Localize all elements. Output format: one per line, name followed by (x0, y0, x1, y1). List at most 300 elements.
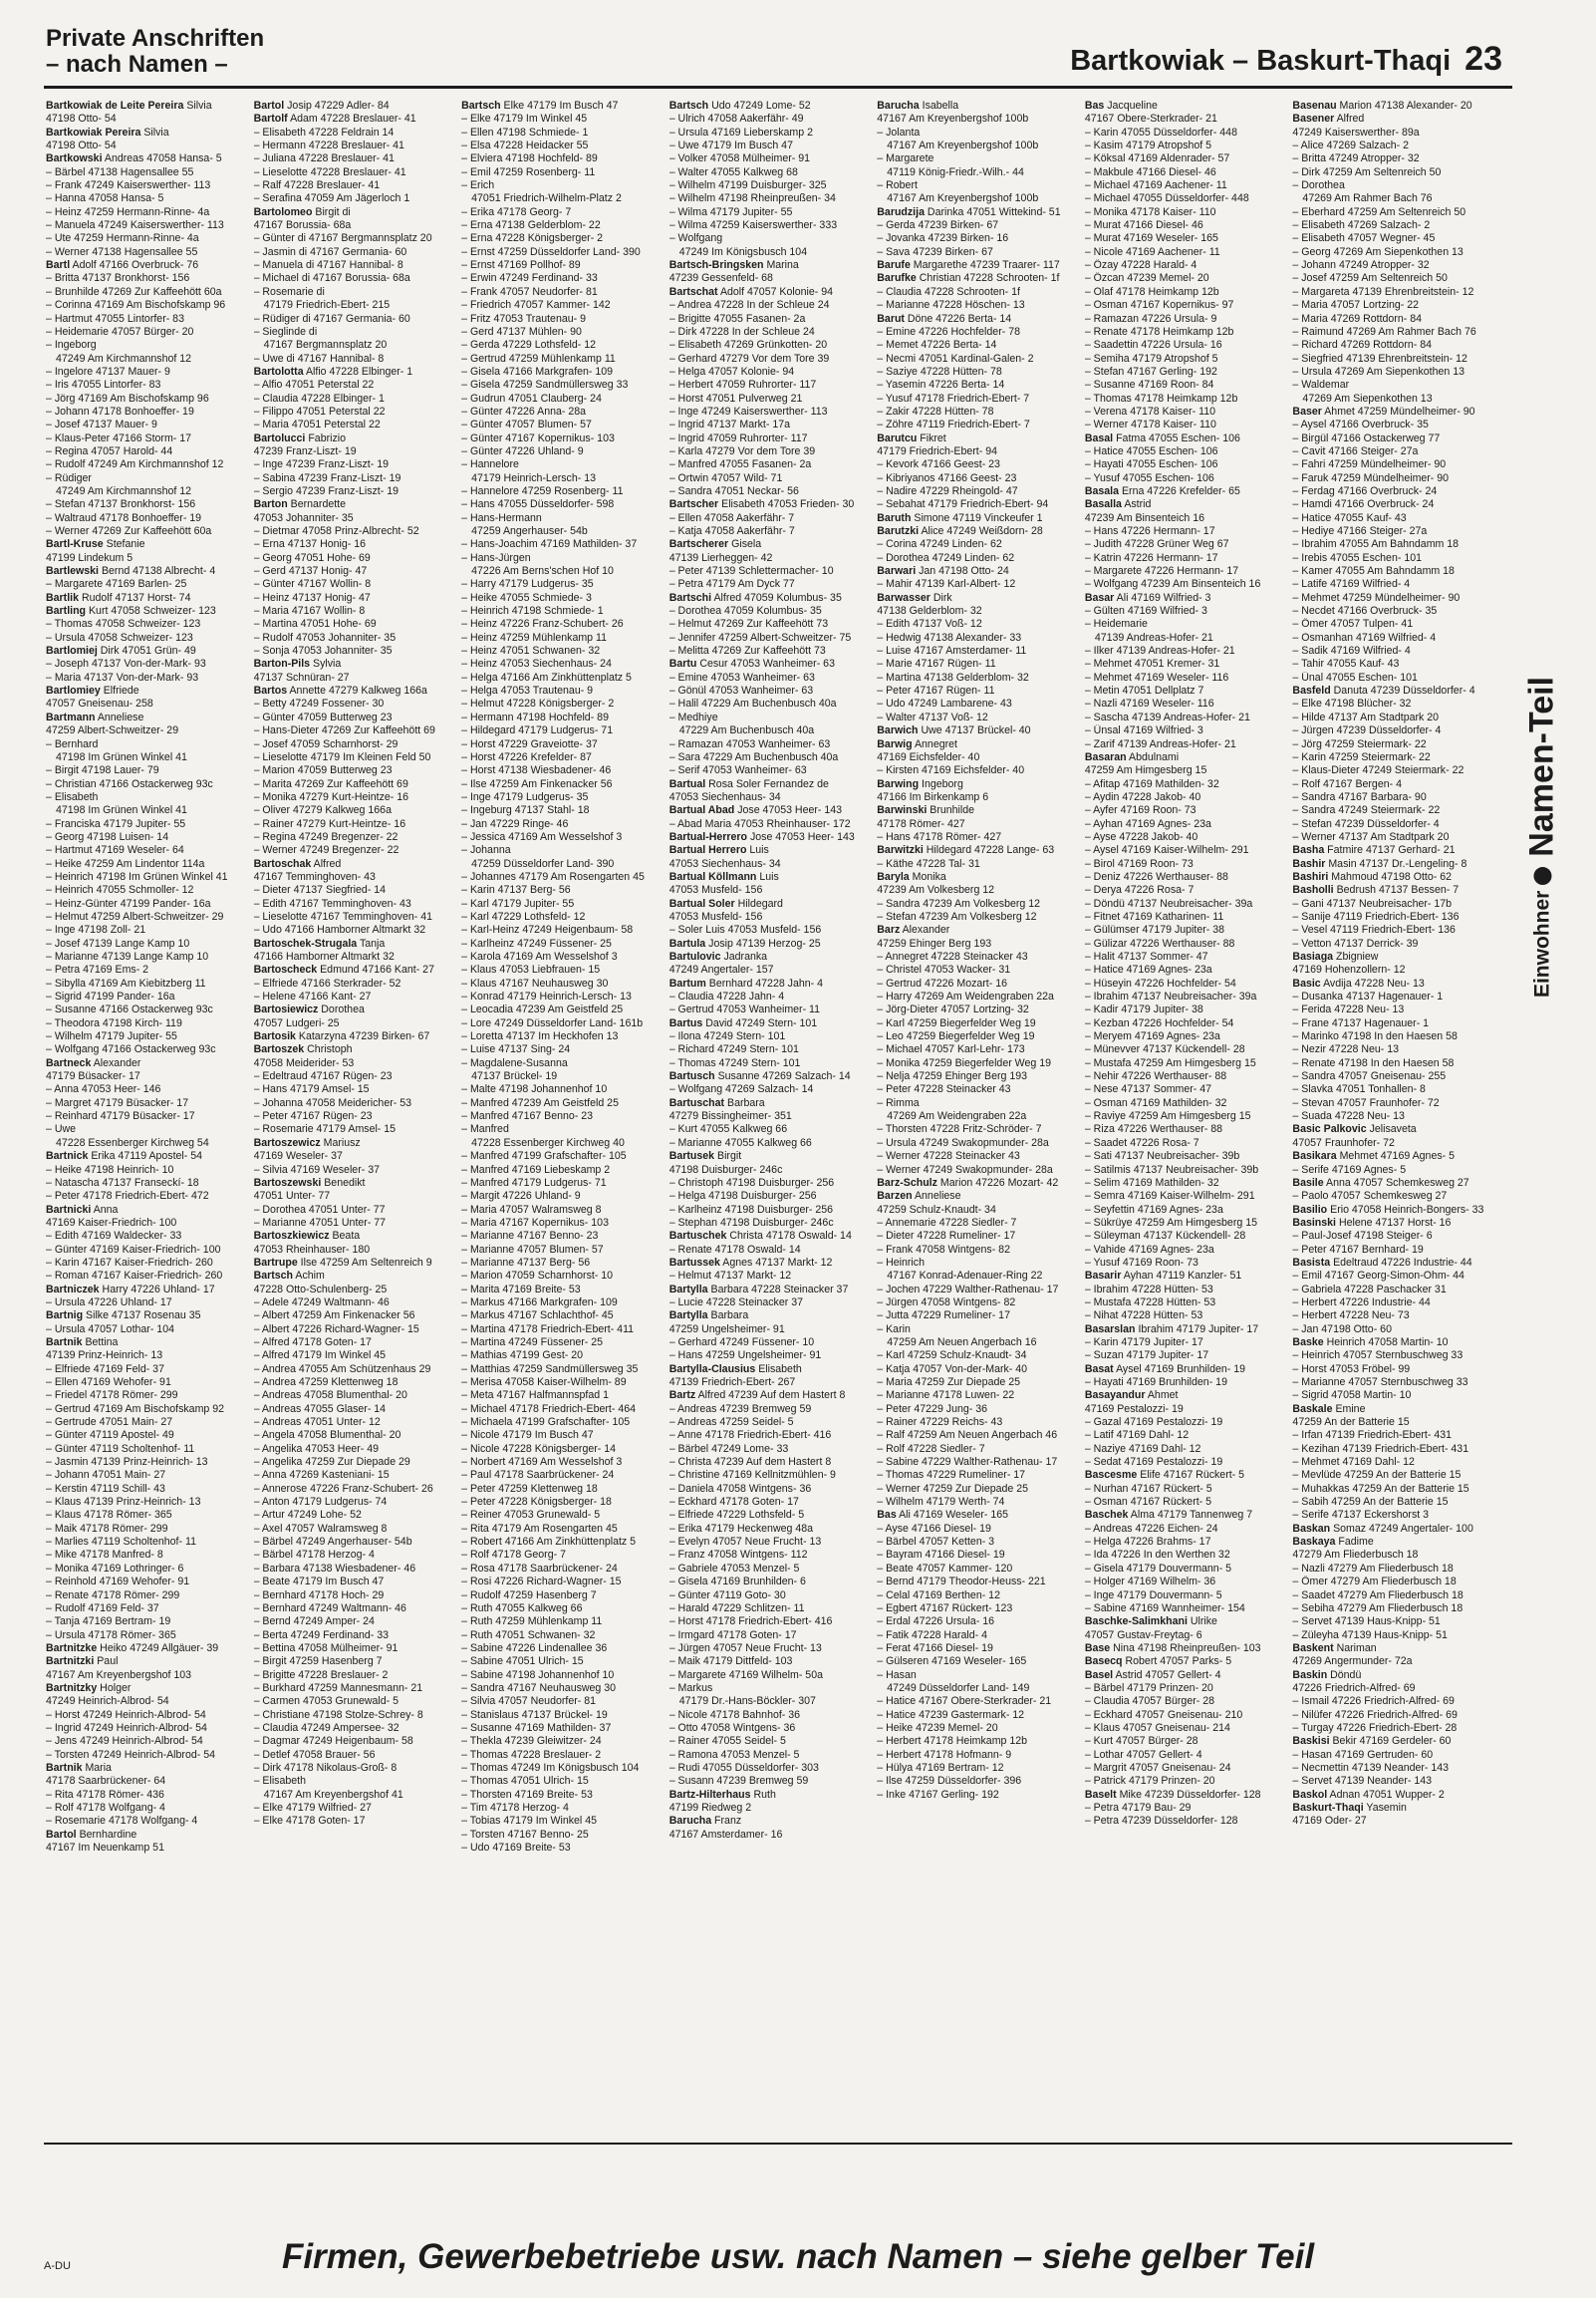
entry-text: – Waltraud 47178 Bonhoeffer- 19 (46, 511, 202, 524)
entry-text: – Karin 47259 Steiermark- 22 (1292, 750, 1431, 763)
entry-text: 47167 Am Kreyenbergshof 41 (263, 1788, 403, 1801)
entry-surname: Bashiri (1292, 870, 1329, 883)
listing-entry (46, 1682, 244, 1695)
entry-text: Silke 47137 Rosenau 35 (86, 1309, 201, 1322)
listing-entry (669, 1682, 868, 1695)
entry-text: – Lieselotte 47228 Breslauer- 41 (253, 165, 406, 178)
entry-text: – Marianne 47057 Blumen- 57 (461, 1243, 604, 1256)
entry-text: – Loretta 47137 Im Heckhofen 13 (461, 1030, 619, 1043)
entry-text: Jan 47198 Otto- 24 (919, 565, 1009, 578)
page-number: 23 (1464, 40, 1502, 78)
entry-text: – Thorsten 47169 Breite- 53 (461, 1788, 593, 1801)
entry-text: – Ellen 47058 Aakerfähr- 7 (668, 511, 795, 524)
entry-text: Bernd 47138 Albrecht- 4 (101, 565, 216, 578)
entry-surname: Bartschat (668, 285, 718, 298)
listing-entry (46, 379, 244, 392)
entry-text: – Britta 47137 Bronkhorst- 156 (46, 272, 190, 285)
entry-text: – Manfred 47179 Ludgerus- 71 (461, 1176, 607, 1189)
entry-text: – Bärbel 47249 Angerhauser- 54b (253, 1536, 412, 1549)
listing-entry (46, 1257, 244, 1270)
entry-text: – Hayati 47055 Eschen- 106 (1084, 458, 1218, 471)
entry-text: – Heinz 47053 Siechenhaus- 24 (461, 658, 612, 671)
entry-text: – Werner 47269 Zur Kaffeehött 60a (46, 525, 212, 537)
entry-text: Avdija 47228 Neu- 13 (1323, 977, 1425, 990)
listing-entry (669, 938, 868, 951)
entry-text: – Jochen 47229 Walther-Rathenau- 17 (877, 1283, 1059, 1295)
entry-text: – Ursula 47058 Schweizer- 123 (46, 631, 193, 644)
listing-entry (1292, 1682, 1490, 1695)
listing-entry (461, 1762, 660, 1775)
entry-text: – Elke 47198 Blücher- 32 (1292, 698, 1412, 711)
entry-text: – Hayati 47169 Brunhilden- 19 (1084, 1376, 1227, 1388)
listing-entry (46, 1735, 244, 1748)
entry-text: – Karin 47137 Berg- 56 (461, 884, 571, 897)
listing-entry (461, 605, 660, 618)
listing-entry (46, 152, 244, 165)
listing-entry (669, 1323, 868, 1336)
listing-entry (461, 1030, 660, 1043)
listing-entry (46, 1483, 244, 1496)
entry-text: 47198 Otto- 54 (46, 140, 117, 152)
entry-text: – Corina 47249 Linden- 62 (877, 538, 1002, 551)
entry-text: – Nicole 47179 Im Busch 47 (461, 1429, 594, 1442)
listing-entry (669, 219, 868, 232)
entry-text: – Wolfgang 47239 Am Binsenteich 16 (1084, 578, 1261, 591)
listing-entry (461, 445, 660, 458)
listing-entry (1292, 1190, 1490, 1203)
entry-text: – Ingeborg (46, 339, 97, 352)
entry-text: – Faruk 47259 Mündelheimer- 90 (1292, 471, 1450, 484)
listing-entry (254, 192, 452, 205)
entry-text: – Heinz 47226 Franz-Schubert- 26 (461, 618, 624, 631)
entry-text: – Cavit 47166 Steiger- 27a (1292, 444, 1419, 457)
entry-text: – Johanna 47058 Meidericher- 53 (253, 1096, 411, 1109)
entry-text: – Mike 47178 Manfred- 8 (46, 1549, 163, 1562)
entry-surname: Bartnitzky (46, 1681, 98, 1694)
listing-entry (461, 1735, 660, 1748)
listing-entry (254, 1177, 452, 1190)
entry-text: – Sieglinde di (253, 325, 318, 338)
listing-entry (1292, 1496, 1490, 1509)
listing-entry (46, 219, 244, 232)
listing-entry (254, 1164, 452, 1177)
listing-entry (1085, 246, 1283, 259)
listing-entry (254, 1549, 452, 1562)
listing-entry (669, 1057, 868, 1070)
listing-entry (461, 1589, 660, 1602)
listing-entry (877, 1164, 1075, 1177)
entry-surname: Bartz-Hilterhaus (668, 1788, 751, 1801)
entry-text: – Nilüfer 47226 Friedrich-Alfred- 69 (1292, 1708, 1458, 1721)
entry-text: – Andrea 47259 Klettenweg 18 (253, 1376, 399, 1388)
listing-entry (254, 698, 452, 711)
entry-text: – Markus 47166 Markgrafen- 109 (461, 1295, 618, 1308)
listing-entry (1085, 1615, 1283, 1628)
entry-text: Adolf 47166 Overbruck- 76 (72, 259, 199, 272)
listing-entry (461, 286, 660, 299)
listing-entry (1292, 1110, 1490, 1123)
entry-text: – Dagmar 47249 Heigenbaum- 58 (253, 1735, 413, 1748)
entry-text: – Rainer 47055 Seidel- 5 (668, 1735, 786, 1748)
listing-entry (1292, 1642, 1490, 1655)
listing-entry (1085, 299, 1283, 312)
listing-entry (1085, 1523, 1283, 1536)
entry-text: – Reinhard 47179 Büsacker- 17 (46, 1110, 195, 1123)
entry-text: – Tahir 47055 Kauf- 43 (1292, 658, 1400, 671)
listing-entry (669, 1123, 868, 1136)
listing-entry (877, 1576, 1075, 1588)
entry-surname: Bartlomiey (46, 685, 101, 698)
entry-text: – Nicole 47169 Aachener- 11 (1084, 245, 1220, 258)
entry-text: – Aysel 47166 Overbruck- 35 (1292, 419, 1429, 431)
entry-text: Beata (332, 1230, 361, 1243)
listing-entry (1292, 1536, 1490, 1549)
listing-entry (254, 512, 452, 525)
entry-text: – Karin (877, 1322, 911, 1335)
listing-entry (254, 1655, 452, 1668)
entry-text: – Monika 47169 Lothringer- 6 (46, 1562, 184, 1575)
entry-text: – Rolf 47167 Bergen- 4 (1292, 777, 1402, 790)
listing-entry (254, 1070, 452, 1083)
listing-entry (669, 924, 868, 937)
listing-entry (46, 871, 244, 884)
entry-text: – Paolo 47057 Schemkesweg 27 (1292, 1190, 1448, 1203)
listing-entry (877, 565, 1075, 578)
listing-entry (1292, 1563, 1490, 1576)
entry-text: – Gudrun 47051 Clauberg- 24 (461, 392, 602, 405)
listing-entry (669, 1017, 868, 1030)
listing-entry (254, 751, 452, 764)
listing-entry (254, 1789, 452, 1802)
entry-text: – Albert 47259 Am Finkenacker 56 (253, 1309, 415, 1322)
listing-entry (254, 1523, 452, 1536)
entry-text: – Burkhard 47259 Mannesmann- 21 (253, 1681, 423, 1694)
entry-text: – Hedwig 47138 Alexander- 33 (877, 631, 1022, 644)
entry-text: – Hans-Hermann (461, 511, 542, 524)
listing-entry (461, 764, 660, 777)
entry-surname: Basecq (1084, 1655, 1123, 1668)
listing-entry (669, 1509, 868, 1522)
entry-text: – Elfriede 47166 Sterkrader- 52 (253, 977, 401, 990)
entry-text: Harry 47226 Uhland- 17 (102, 1283, 215, 1295)
entry-text: – Özcan 47239 Memel- 20 (1084, 272, 1209, 285)
entry-surname: Bartosik (253, 1030, 296, 1043)
entry-text: – Josef 47059 Scharnhorst- 29 (253, 737, 399, 750)
entry-text: – Sigrid 47199 Pander- 16a (46, 991, 175, 1004)
entry-text: – Margarete (877, 152, 934, 165)
listing-entry (461, 1563, 660, 1576)
listing-entry (1085, 1083, 1283, 1096)
footer-code: A-DU (44, 2260, 71, 2272)
entry-text: – Stephan 47198 Duisburger- 246c (668, 1216, 834, 1229)
entry-text: – Ingrid 47249 Heinrich-Albrod- 54 (46, 1721, 207, 1734)
header-title-line2: – nach Namen – (46, 51, 228, 78)
listing-entry (1292, 1284, 1490, 1296)
listing-entry (46, 1150, 244, 1163)
listing-entry (1085, 1735, 1283, 1748)
entry-text: – Heinz 47259 Mühlenkamp 11 (461, 631, 607, 644)
entry-text: – Kamer 47055 Am Bahndamm 18 (1292, 565, 1455, 578)
entry-text: – Rainer 47229 Reichs- 43 (877, 1416, 1003, 1429)
entry-text: – Gisela 47166 Markgrafen- 109 (461, 365, 614, 378)
entry-text: – Abad Maria 47053 Rheinhauser- 172 (668, 817, 851, 830)
listing-entry (46, 1083, 244, 1096)
entry-text: Bernhardine (79, 1828, 137, 1841)
entry-text: – Aydin 47228 Jakob- 40 (1084, 790, 1201, 803)
listing-entry (461, 1669, 660, 1682)
listing-entry (46, 1403, 244, 1416)
entry-text: – Erich (461, 179, 495, 192)
listing-entry (46, 1456, 244, 1469)
listing-entry (461, 712, 660, 724)
entry-text: – Murat 47166 Diesel- 46 (1084, 219, 1203, 232)
listing-entry (461, 1483, 660, 1496)
listing-entry (1292, 1296, 1490, 1309)
entry-surname: Barufe (877, 259, 911, 272)
listing-entry (1292, 525, 1490, 538)
listing-entry (1292, 1576, 1490, 1588)
entry-text: – Ursula 47269 Am Siepenkothen 13 (1292, 365, 1464, 378)
entry-text: – Maria 47057 Walramsweg 8 (461, 1203, 602, 1216)
entry-text: – Patrick 47179 Prinzen- 20 (1084, 1775, 1215, 1788)
entry-text: 47259 Albert-Schweitzer- 29 (46, 724, 179, 737)
entry-text: – Ursula 47249 Swakopmunder- 28a (877, 1136, 1049, 1149)
entry-text: Danuta 47239 Düsseldorfer- 4 (1333, 685, 1475, 698)
listing-entry (877, 1536, 1075, 1549)
entry-text: Holger (100, 1681, 132, 1694)
entry-text: Gisela (731, 538, 762, 551)
entry-text: Masin 47137 Dr.-Lengeling- 8 (1328, 857, 1467, 870)
listing-entry (254, 1230, 452, 1243)
entry-text: – Elke 47179 Im Winkel 45 (461, 113, 588, 126)
listing-entry (461, 1204, 660, 1217)
entry-text: Fatma 47055 Eschen- 106 (1116, 431, 1240, 444)
listing-entry (1292, 219, 1490, 232)
listing-entry (461, 1257, 660, 1270)
listing-entry (877, 1496, 1075, 1509)
listing-entry (877, 1336, 1075, 1349)
entry-text: 47057 Fraunhofer- 72 (1292, 1136, 1395, 1149)
listing-entry (1292, 1389, 1490, 1402)
entry-text: – Rudolf 47249 Am Kirchmannshof 12 (46, 458, 224, 471)
listing-entry (1085, 259, 1283, 272)
listing-entry (1292, 100, 1490, 113)
entry-text: – Dieter 47137 Siegfried- 14 (253, 884, 387, 897)
entry-text: – Michael 47055 Düsseldorfer- 448 (1084, 192, 1249, 205)
entry-text: 47139 Lierheggen- 42 (668, 551, 773, 564)
listing-entry (1292, 379, 1490, 392)
side-tab-label-small: Einwohner (1530, 890, 1553, 999)
entry-text: – Gabriele 47053 Menzel- 5 (668, 1562, 800, 1575)
listing-entry (877, 751, 1075, 764)
listing-entry (877, 1443, 1075, 1456)
entry-text: Ulrike (1190, 1615, 1217, 1628)
listing-entry (461, 552, 660, 565)
listing-entry (877, 605, 1075, 618)
listing-entry (1085, 472, 1283, 485)
entry-text: – Irmgard 47178 Goten- 17 (668, 1628, 797, 1641)
listing-entry (46, 1842, 244, 1855)
listing-entry (877, 1110, 1075, 1123)
entry-text: – Gisela 47169 Brunhilden- 6 (668, 1576, 806, 1588)
entry-text: – Marianne 47137 Berg- 56 (461, 1256, 591, 1269)
entry-text: – Paul-Josef 47198 Steiger- 6 (1292, 1230, 1433, 1243)
entry-surname: Bartnitzke (46, 1641, 98, 1654)
listing-entry (461, 685, 660, 698)
entry-text: – Berta 47249 Ferdinand- 33 (253, 1628, 390, 1641)
entry-text: – Udo 47166 Hamborner Altmarkt 32 (253, 924, 426, 937)
entry-text: 47167 Konrad-Adenauer-Ring 22 (887, 1270, 1043, 1283)
entry-text: Tanja (359, 937, 386, 950)
listing-entry (1292, 206, 1490, 219)
entry-surname: Basalla (1084, 498, 1122, 511)
listing-entry (254, 724, 452, 737)
listing-entry (669, 685, 868, 698)
entry-text: Hildegard 47228 Lange- 63 (926, 844, 1055, 857)
listing-entry (877, 538, 1075, 551)
listing-columns (46, 100, 1490, 2129)
entry-text: – Günter 47057 Blumen- 57 (461, 419, 592, 431)
entry-text: 47169 Pestalozzi- 19 (1084, 1402, 1184, 1415)
entry-text: Helene 47137 Horst- 16 (1338, 1216, 1452, 1229)
listing-entry (46, 712, 244, 724)
listing-entry (254, 1336, 452, 1349)
listing-entry (46, 764, 244, 777)
entry-text: – Herbert 47178 Heimkamp 12b (877, 1735, 1028, 1748)
listing-entry (1292, 1097, 1490, 1110)
entry-text: – Helmut 47137 Markt- 12 (668, 1270, 792, 1283)
listing-entry (461, 1057, 660, 1070)
entry-text: Jelisaveta (1369, 1123, 1417, 1136)
listing-entry (254, 1204, 452, 1217)
entry-text: – Aysel 47169 Kaiser-Wilhelm- 291 (1084, 844, 1249, 857)
listing-entry (669, 1536, 868, 1549)
entry-text: – Günter 47169 Kaiser-Friedrich- 100 (46, 1243, 221, 1256)
entry-surname: Basista (1292, 1256, 1331, 1269)
entry-text: 47198 Im Grünen Winkel 41 (56, 750, 187, 763)
entry-text: – Hans 47178 Römer- 427 (877, 830, 1002, 843)
listing-entry (46, 1615, 244, 1628)
entry-text: – Leocadia 47239 Am Geistfeld 25 (461, 1004, 624, 1016)
entry-text: – Bärbel 47138 Hagensallee 55 (46, 165, 194, 178)
listing-entry (669, 1669, 868, 1682)
entry-text: 47139 Andreas-Hofer- 21 (1094, 631, 1213, 644)
entry-text: – Matthias 47259 Sandmüllersweg 35 (461, 1362, 639, 1375)
entry-text: – Daniela 47058 Wintgens- 36 (668, 1482, 812, 1495)
entry-text: – Celal 47169 Berthen- 12 (877, 1588, 1000, 1601)
entry-text: 47051 Friedrich-Wilhelm-Platz 2 (471, 192, 622, 205)
listing-entry (254, 1695, 452, 1708)
listing-entry (877, 286, 1075, 299)
entry-text: – Jörg 47169 Am Bischofskamp 96 (46, 392, 209, 405)
listing-entry (46, 724, 244, 737)
listing-entry (1085, 1403, 1283, 1416)
entry-surname: Basarslan (1084, 1322, 1136, 1335)
entry-surname: Baser (1292, 405, 1322, 418)
entry-text: – Ramazan 47053 Wanheimer- 63 (668, 737, 831, 750)
entry-text: – Maria 47137 Von-der-Mark- 93 (46, 671, 199, 684)
listing-entry (461, 419, 660, 431)
entry-text: – Herbert 47226 Industrie- 44 (1292, 1295, 1431, 1308)
listing-entry (669, 1137, 868, 1150)
entry-text: 47259 Schulz-Knaudt- 34 (877, 1203, 996, 1216)
entry-surname: Barton-Pils (253, 658, 311, 671)
listing-entry (254, 1244, 452, 1257)
listing-entry (1085, 286, 1283, 299)
listing-entry (669, 259, 868, 272)
entry-text: 47167 Borussia- 68a (253, 219, 352, 232)
listing-entry (1292, 712, 1490, 724)
entry-text: – Herbert 47059 Ruhrorter- 117 (668, 379, 817, 392)
listing-entry (46, 286, 244, 299)
entry-text: – Bernd 47179 Theodor-Heuss- 221 (877, 1576, 1046, 1588)
listing-entry (1292, 127, 1490, 140)
entry-text: Annegret (914, 737, 957, 750)
listing-entry (254, 1097, 452, 1110)
listing-entry (1085, 685, 1283, 698)
entry-surname: Bartuschek (668, 1230, 727, 1243)
listing-entry (1292, 1589, 1490, 1602)
entry-surname: Basar (1084, 591, 1115, 604)
listing-entry (46, 1762, 244, 1775)
listing-entry (46, 738, 244, 751)
listing-entry (877, 911, 1075, 924)
entry-text: – Udo 47249 Lambarene- 43 (877, 698, 1012, 711)
listing-entry (877, 472, 1075, 485)
listing-entry (46, 938, 244, 951)
entry-text: 47259 Düsseldorfer Land- 390 (471, 857, 615, 870)
entry-text: – Peter 47228 Steinacker 43 (877, 1083, 1011, 1096)
entry-text: – Karl 47259 Biegerfelder Weg 19 (877, 1016, 1036, 1029)
entry-text: – Jörg-Dieter 47057 Lortzing- 32 (877, 1004, 1029, 1016)
entry-text: – Sandra 47057 Gneisenau- 255 (1292, 1070, 1447, 1083)
entry-text: – Beate 47179 Im Busch 47 (253, 1576, 385, 1588)
listing-entry (1085, 1483, 1283, 1496)
listing-entry (1085, 1469, 1283, 1482)
entry-text: – Lieselotte 47179 Im Kleinen Feld 50 (253, 750, 431, 763)
listing-entry (1292, 791, 1490, 804)
listing-entry (1292, 1336, 1490, 1349)
entry-text: – Kevork 47166 Geest- 23 (877, 458, 1000, 471)
listing-entry (461, 578, 660, 591)
entry-text: – Semra 47169 Kaiser-Wilhelm- 291 (1084, 1190, 1255, 1203)
entry-text: Adam 47228 Breslauer- 41 (290, 113, 416, 126)
entry-text: – Günter 47059 Butterweg 23 (253, 711, 393, 723)
listing-entry (877, 1057, 1075, 1070)
listing-entry (254, 152, 452, 165)
entry-text: – Maik 47179 Dittfeld- 103 (668, 1655, 793, 1668)
entry-surname: Bartussek (668, 1256, 720, 1269)
listing-entry (669, 884, 868, 897)
entry-text: – Klaus 47139 Prinz-Heinrich- 13 (46, 1496, 201, 1509)
listing-entry (46, 924, 244, 937)
listing-entry (877, 1695, 1075, 1708)
listing-entry (46, 964, 244, 977)
listing-entry (877, 1230, 1075, 1243)
listing-entry (46, 1030, 244, 1043)
entry-text: – Rita 47178 Römer- 436 (46, 1788, 164, 1801)
listing-entry (461, 1123, 660, 1136)
listing-entry (46, 339, 244, 352)
entry-surname: Bascesme (1084, 1469, 1138, 1482)
listing-entry (1085, 698, 1283, 711)
entry-text: – Sati 47137 Neubreisacher- 39b (1084, 1150, 1240, 1163)
listing-entry (1292, 1150, 1490, 1163)
listing-entry (669, 406, 868, 419)
listing-entry (669, 1523, 868, 1536)
entry-text: – Suzan 47179 Jupiter- 17 (1084, 1349, 1209, 1362)
listing-entry (461, 1363, 660, 1376)
